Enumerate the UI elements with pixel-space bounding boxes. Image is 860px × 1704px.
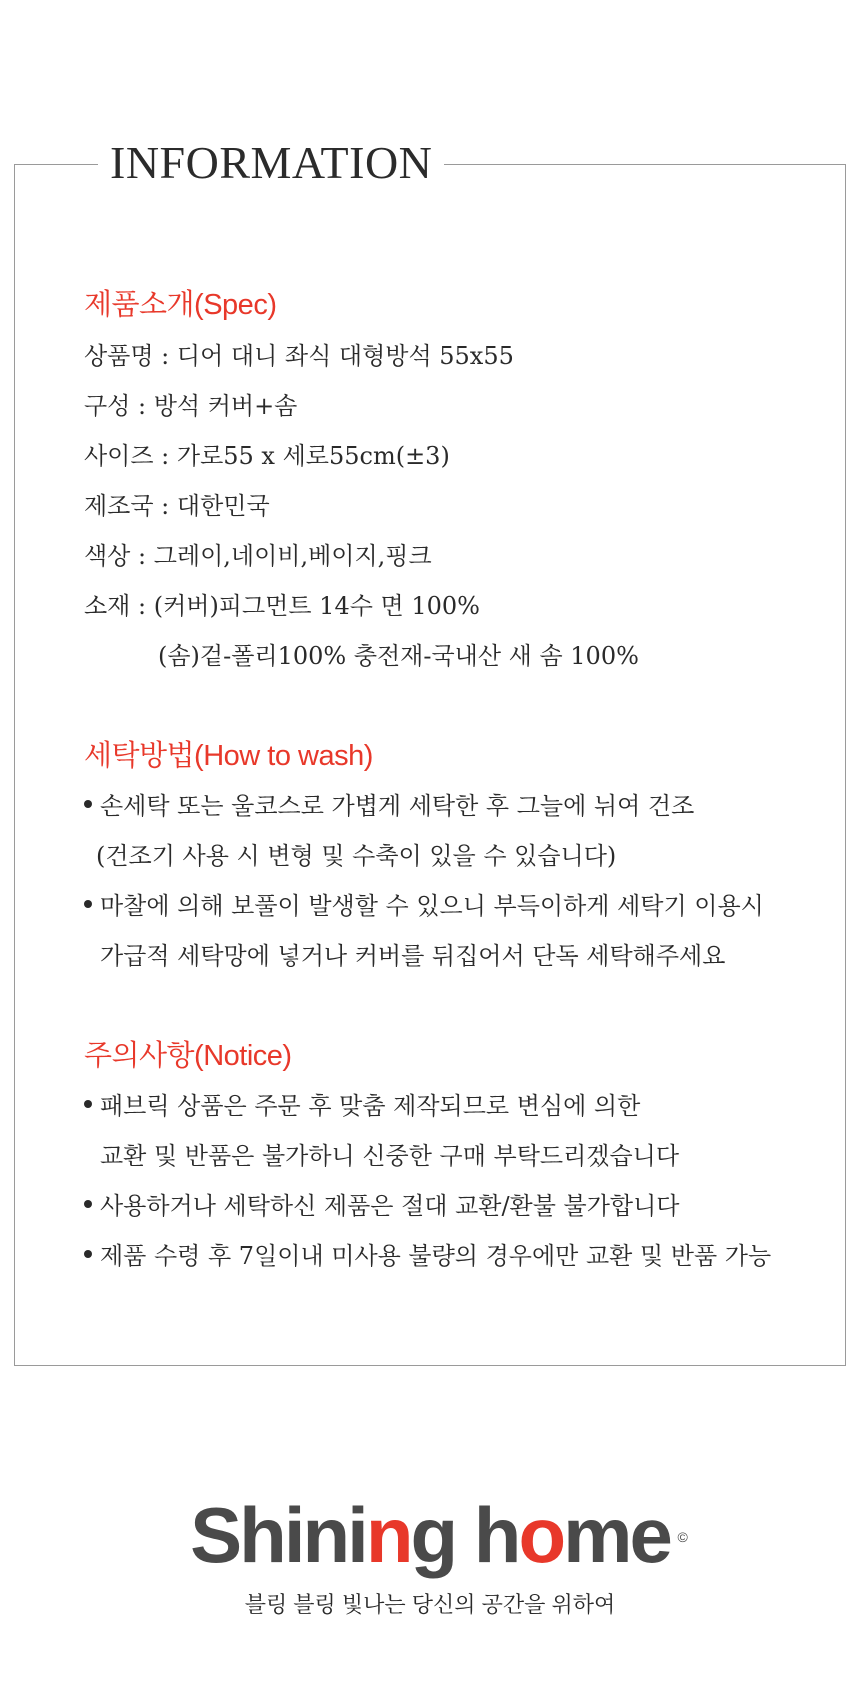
notice-item-3-text: 제품 수령 후 7일이내 미사용 불량의 경우에만 교환 및 반품 가능 <box>100 1242 772 1270</box>
wash-item-2 <box>84 886 764 921</box>
notice-item-2 <box>84 1186 679 1221</box>
wash-item-2-text: 마찰에 의해 보풀이 발생할 수 있으니 부득이하게 세탁기 이용시 <box>100 892 764 920</box>
bullet-icon <box>84 800 92 808</box>
logo-accent-house: o <box>518 1491 564 1579</box>
wash-section-title: 세탁방법(How to wash) <box>84 740 373 772</box>
notice-item-3 <box>84 1236 771 1271</box>
wash-item-1 <box>84 786 694 821</box>
bullet-icon <box>84 1250 92 1258</box>
notice-item-1-cont: 교환 및 반품은 불가하니 신중한 구매 부탁드리겠습니다 <box>100 1142 680 1170</box>
wash-item-1-text: 손세탁 또는 울코스로 가볍게 세탁한 후 그늘에 뉘여 건조 <box>100 792 695 820</box>
spec-product-name: 상품명 : 디어 대니 좌식 대형방석 55x55 <box>84 342 514 370</box>
brand-logo <box>0 1490 860 1580</box>
bullet-icon <box>84 900 92 908</box>
spec-section-title: 제품소개(Spec) <box>84 289 277 321</box>
wash-item-2-cont: 가급적 세탁망에 넣거나 커버를 뒤집어서 단독 세탁해주세요 <box>100 942 726 970</box>
copyright-icon: © <box>677 1529 688 1545</box>
bullet-icon <box>84 1200 92 1208</box>
notice-section-title: 주의사항(Notice) <box>84 1040 292 1072</box>
brand-logo-wordmark <box>190 1490 688 1580</box>
spec-composition: 구성 : 방석 커버+솜 <box>84 392 298 420</box>
notice-item-2-text: 사용하거나 세탁하신 제품은 절대 교환/환불 불가합니다 <box>100 1192 680 1220</box>
logo-text-part1: Shini <box>190 1491 366 1579</box>
spec-colors: 색상 : 그레이,네이비,베이지,핑크 <box>84 542 432 570</box>
notice-item-1 <box>84 1086 640 1121</box>
wash-item-1-note: (건조기 사용 시 변형 및 수축이 있을 수 있습니다) <box>96 842 617 870</box>
notice-item-1-text: 패브릭 상품은 주문 후 맞춤 제작되므로 변심에 의한 <box>100 1092 641 1120</box>
logo-text-part2: g h <box>410 1491 519 1579</box>
brand-tagline: 블링 블링 빛나는 당신의 공간을 위하여 <box>244 1592 616 1617</box>
spec-size: 사이즈 : 가로55 x 세로55cm(±3) <box>84 442 450 470</box>
bullet-icon <box>84 1100 92 1108</box>
spec-origin: 제조국 : 대한민국 <box>84 492 270 520</box>
spec-material-cover: 소재 : (커버)피그먼트 14수 면 100% <box>84 592 480 620</box>
logo-text-part3: me <box>563 1491 670 1579</box>
logo-accent-n: n <box>365 1491 411 1579</box>
information-title: INFORMATION <box>98 138 444 188</box>
spec-material-filling: (솜)겉-폴리100% 충전재-국내산 새 솜 100% <box>158 642 639 670</box>
